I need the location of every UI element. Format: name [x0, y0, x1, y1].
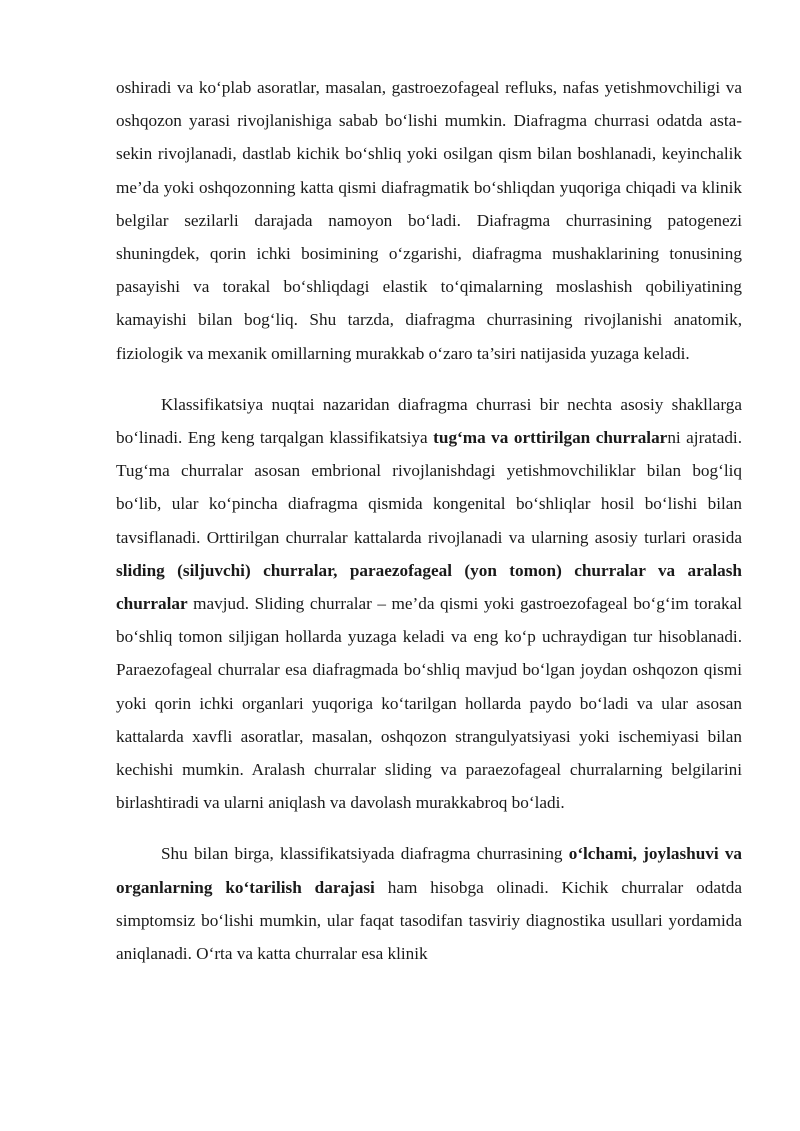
paragraph-2: [116, 388, 742, 820]
paragraph-text: Klassifikatsiya nuqtai nazaridan diafragma churrasi bir nechta asosiy shakllarga bo‘linadi. Eng keng tarqalgan klassifikatsiya: [116, 394, 742, 448]
paragraph-3: [116, 837, 742, 970]
bold-term: tug‘ma va orttirilgan churralar: [433, 428, 668, 448]
bold-term: o‘lchami, joylashuvi va organlarning ko‘tarilish darajasi: [116, 844, 743, 897]
bold-term: sliding (siljuvchi) churralar, paraezofageal (yon tomon) churralar va aralash churralar: [116, 560, 742, 614]
paragraph-text: ni ajratadi. Tug‘ma churralar asosan embrional rivojlanishdagi yetishmovchiliklar bilan bog‘liq bo‘lib, ular ko‘pincha diafragma qismida kongenital bo‘shliqlar hosil bo‘lishi bilan tavsiflanadi. Orttirilgan churralar kattalarda rivojlanadi va ularning asosiy turlari orasida: [116, 428, 742, 547]
paragraph-text: Shu bilan birga, klassifikatsiyada diafragma churrasining: [161, 844, 569, 864]
paragraph-text: mavjud. Sliding churralar – me’da qismi yoki gastroezofageal bo‘g‘im torakal bo‘shliq tomon siljigan hollarda yuzaga keladi va eng ko‘p uchraydigan tur hisoblanadi. Paraezofageal churralar esa diafragmada bo‘shliq mavjud bo‘lgan joydan oshqozon qismi yoki qorin ichki organlari yuqoriga ko‘tarilgan hollarda paydo bo‘ladi va ular asosan kattalarda xavfli asoratlar, masalan, oshqozon strangulyatsiyasi yoki ischemiyasi bilan kechishi mumkin. Aralash churralar sliding va paraezofageal churralarning belgilarini birlashtiradi va ularni aniqlash va davolash murakkabroq bo‘ladi.: [116, 594, 742, 813]
paragraph-1: [116, 71, 742, 370]
paragraph-text: oshiradi va ko‘plab asoratlar, masalan, gastroezofageal refluks, nafas yetishmovchiligi va oshqozon yarasi rivojlanishiga sabab bo‘lishi mumkin. Diafragma churrasi odatda asta-sekin rivojlanadi, dastlab kichik bo‘shliq yoki osilgan qism bilan boshlanadi, keyinchalik me’da yoki oshqozonning katta qismi diafragmatik bo‘shliqdan yuqoriga chiqadi va klinik belgilar sezilarli darajada namoyon bo‘ladi. Diafragma churrasining patogenezi shuningdek, qorin ichki bosimining o‘zgarishi, diafragma mushaklarining tonusining pasayishi va torakal bo‘shliqdagi elastik to‘qimalarning moslashish qobiliyatining kamayishi bilan bog‘liq. Shu tarzda, diafragma churrasining rivojlanishi anatomik, fiziologik va mexanik omillarning murakkab o‘zaro ta’siri natijasida yuzaga keladi.: [116, 78, 742, 363]
document-body: [116, 71, 742, 970]
paragraph-text: ham hisobga olinadi. Kichik churralar odatda simptomsiz bo‘lishi mumkin, ular faqat tasodifan tasviriy diagnostika usullari yordamida aniqlanadi. O‘rta va katta churralar esa klinik: [116, 877, 742, 964]
